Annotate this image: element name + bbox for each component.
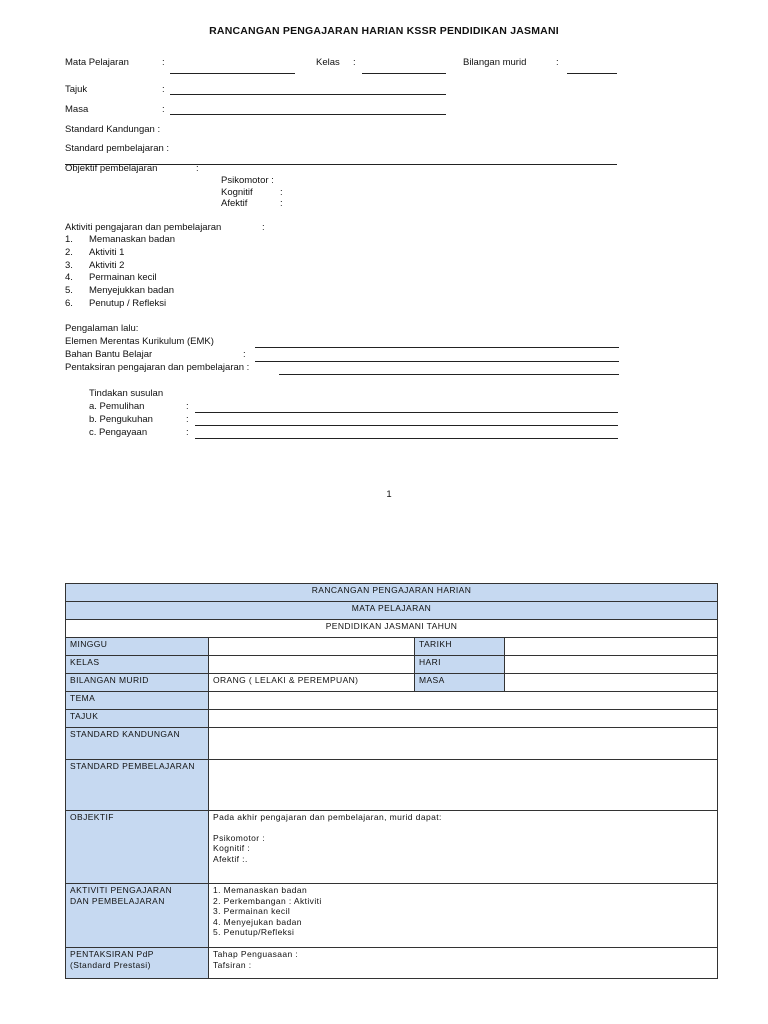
tajuk-cell[interactable] xyxy=(209,710,718,728)
table-row xyxy=(66,710,718,728)
document-title: RANCANGAN PENGAJARAN HARIAN KSSR PENDIDIKAN JASMANI xyxy=(209,25,559,37)
tema-label: TEMA xyxy=(66,692,209,710)
mata-pelajaran-heading: MATA PELAJARAN xyxy=(66,602,718,620)
aktiviti-label-line: DAN PEMBELAJARAN xyxy=(70,895,165,906)
list-item: 1. Memanaskan badan xyxy=(213,885,308,895)
list-item: 4. Menyejukan badan xyxy=(213,916,302,927)
tarikh-label: TARIKH xyxy=(415,638,505,656)
kognitif-label: Kognitif xyxy=(221,187,253,198)
colon: : xyxy=(186,427,189,438)
colon: : xyxy=(353,57,356,68)
mata-pelajaran-field[interactable] xyxy=(170,73,295,74)
activity-number: 3. xyxy=(65,260,73,271)
masa-label: MASA xyxy=(415,674,505,692)
activity-item: Menyejukkan badan xyxy=(89,285,175,296)
tajuk-label: TAJUK xyxy=(66,710,209,728)
colon: : xyxy=(556,57,559,68)
pemulihan-field[interactable] xyxy=(195,412,618,413)
pentaksiran-field[interactable] xyxy=(279,374,619,375)
table-row xyxy=(66,811,718,884)
bahan-bantu-belajar-field[interactable] xyxy=(255,361,619,362)
masa-field[interactable] xyxy=(170,114,446,115)
minggu-label: MINGGU xyxy=(66,638,209,656)
tajuk-field[interactable] xyxy=(170,94,446,95)
standard-pembelajaran-label: Standard pembelajaran : xyxy=(65,143,170,154)
pentaksiran-label-line: PENTAKSIRAN PdP xyxy=(70,949,154,959)
table-row xyxy=(66,884,718,948)
pengayaan-field[interactable] xyxy=(195,438,618,439)
bilangan-murid-cell[interactable]: ORANG ( LELAKI & PEREMPUAN) xyxy=(209,674,415,692)
kognitif-text: Kognitif : xyxy=(213,843,251,853)
psikomotor-text: Psikomotor : xyxy=(213,832,266,843)
objektif-intro: Pada akhir pengajaran dan pembelajaran, murid dapat: xyxy=(213,812,442,822)
masa-label: Masa xyxy=(65,104,89,115)
activity-number: 6. xyxy=(65,298,73,309)
colon: : xyxy=(280,187,283,198)
minggu-cell[interactable] xyxy=(209,638,415,656)
activity-item: Permainan kecil xyxy=(89,272,157,283)
table-row xyxy=(66,674,718,692)
list-item: 5. Penutup/Refleksi xyxy=(213,927,295,937)
activity-item: Aktiviti 1 xyxy=(89,247,125,258)
aktiviti-heading: Aktiviti pengajaran dan pembelajaran xyxy=(65,222,222,233)
tarikh-cell[interactable] xyxy=(505,638,718,656)
colon: : xyxy=(162,84,165,95)
tindakan-susulan-label: Tindakan susulan xyxy=(89,388,164,399)
pentaksiran-cell[interactable] xyxy=(209,948,718,979)
activity-item: Penutup / Refleksi xyxy=(89,298,167,309)
hari-cell[interactable] xyxy=(505,656,718,674)
table-row xyxy=(66,656,718,674)
standard-pembelajaran-cell[interactable] xyxy=(209,760,718,811)
bilangan-murid-field[interactable] xyxy=(567,73,617,74)
table-row xyxy=(66,760,718,811)
standard-kandungan-label: STANDARD KANDUNGAN xyxy=(66,728,209,760)
tema-cell[interactable] xyxy=(209,692,718,710)
rph-table xyxy=(65,583,718,979)
aktiviti-cell[interactable] xyxy=(209,884,718,948)
standard-pembelajaran-label: STANDARD PEMBELAJARAN xyxy=(66,760,209,811)
objektif-label: Objektif pembelajaran xyxy=(65,163,158,174)
list-item: 3. Permainan kecil xyxy=(213,906,291,916)
afektif-text: Afektif :. xyxy=(213,853,248,864)
table-row xyxy=(66,728,718,760)
colon: : xyxy=(162,57,165,68)
bilangan-murid-label: Bilangan murid xyxy=(463,57,527,68)
table-header-row xyxy=(66,584,718,602)
aktiviti-label-line: AKTIVITI PENGAJARAN xyxy=(70,885,173,895)
table-row xyxy=(66,638,718,656)
activity-item: Aktiviti 2 xyxy=(89,260,125,271)
table-row xyxy=(66,692,718,710)
list-item: 2. Perkembangan : Aktiviti xyxy=(213,895,322,906)
kelas-field[interactable] xyxy=(362,73,446,74)
objektif-label: OBJEKTIF xyxy=(66,811,209,884)
colon: : xyxy=(162,104,165,115)
kelas-cell[interactable] xyxy=(209,656,415,674)
tahap-penguasaan-text: Tahap Penguasaan : xyxy=(213,949,299,959)
pengayaan-label: c. Pengayaan xyxy=(89,427,148,438)
pengukuhan-field[interactable] xyxy=(195,425,618,426)
masa-cell[interactable] xyxy=(505,674,718,692)
colon: : xyxy=(196,163,199,174)
mata-pelajaran-label: Mata Pelajaran xyxy=(65,57,129,68)
emk-label: Elemen Merentas Kurikulum (EMK) xyxy=(65,336,214,347)
activity-number: 2. xyxy=(65,247,73,258)
tafsiran-text: Tafsiran : xyxy=(213,959,252,970)
colon: : xyxy=(280,198,283,209)
bilangan-murid-label: BILANGAN MURID xyxy=(66,674,209,692)
table-row xyxy=(66,948,718,979)
activity-item: Memanaskan badan xyxy=(89,234,176,245)
subject-cell[interactable]: PENDIDIKAN JASMANI TAHUN xyxy=(66,620,718,638)
pengukuhan-label: b. Pengukuhan xyxy=(89,414,153,425)
aktiviti-label xyxy=(66,884,209,948)
kelas-label: KELAS xyxy=(66,656,209,674)
colon: : xyxy=(262,222,265,233)
pentaksiran-label: Pentaksiran pengajaran dan pembelajaran : xyxy=(65,362,250,373)
pengalaman-lalu-label: Pengalaman lalu: xyxy=(65,323,139,334)
colon: : xyxy=(186,414,189,425)
activity-number: 5. xyxy=(65,285,73,296)
table-header-row xyxy=(66,620,718,638)
activity-number: 1. xyxy=(65,234,73,245)
objektif-cell[interactable] xyxy=(209,811,718,884)
emk-field[interactable] xyxy=(255,347,619,348)
bahan-bantu-belajar-label: Bahan Bantu Belajar xyxy=(65,349,153,360)
standard-kandungan-cell[interactable] xyxy=(209,728,718,760)
table-header-row xyxy=(66,602,718,620)
page-number: 1 xyxy=(386,489,392,500)
psikomotor-label: Psikomotor : xyxy=(221,175,274,186)
hari-label: HARI xyxy=(415,656,505,674)
standard-kandungan-label: Standard Kandungan : xyxy=(65,124,161,135)
activity-number: 4. xyxy=(65,272,73,283)
colon: : xyxy=(243,349,246,360)
colon: : xyxy=(186,401,189,412)
pemulihan-label: a. Pemulihan xyxy=(89,401,145,412)
tajuk-label: Tajuk xyxy=(65,84,88,95)
rph-heading: RANCANGAN PENGAJARAN HARIAN xyxy=(66,584,718,602)
afektif-label: Afektif xyxy=(221,198,248,209)
kelas-label: Kelas xyxy=(316,57,340,68)
pentaksiran-label xyxy=(66,948,209,979)
pentaksiran-label-line: (Standard Prestasi) xyxy=(70,959,151,970)
